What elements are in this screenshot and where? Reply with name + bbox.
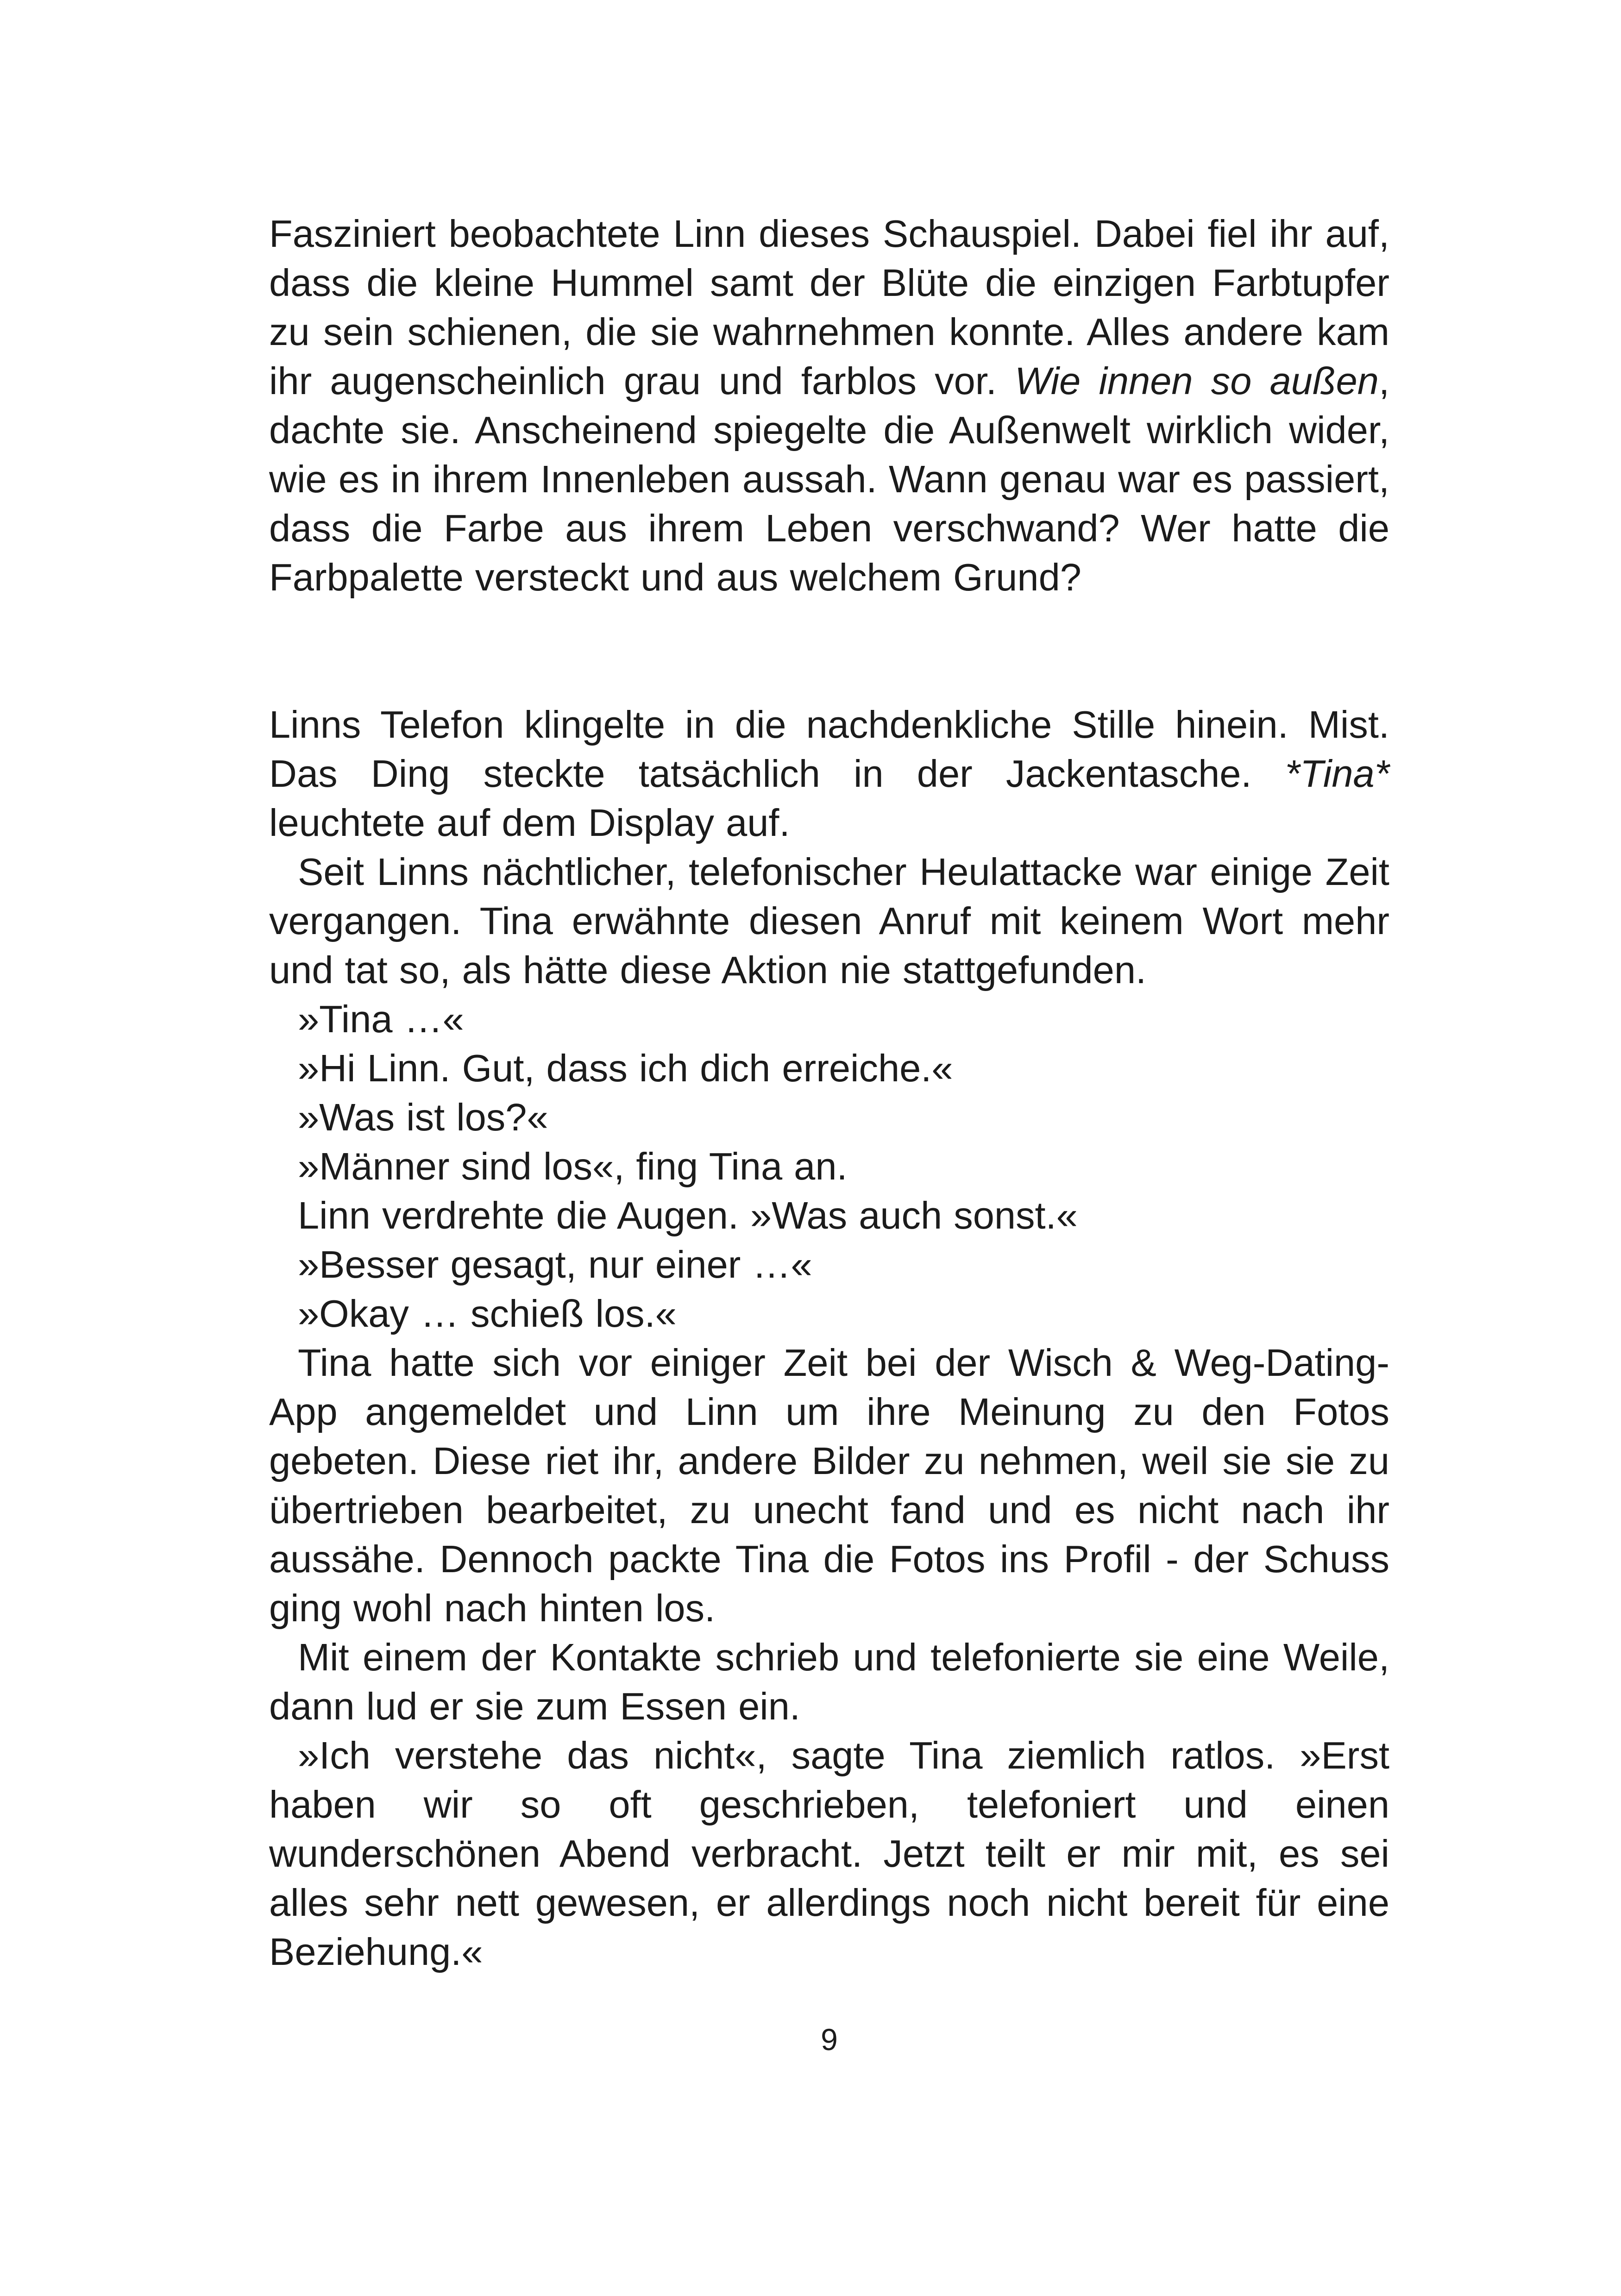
paragraph: Seit Linns nächtlicher, telefonischer Heulattacke war einige Zeit vergangen. Tina erwähnte diesen Anruf mit keinem Wort mehr und tat so, als hätte diese Aktion nie stattgefunden. xyxy=(269,850,1389,991)
text-block xyxy=(269,209,1389,2058)
paragraph-text: , dachte sie. Anscheinend spiegelte die Außenwelt wirklich wider, wie es in ihrem Innenleben aussah. Wann genau war es passiert, dass die Farbe aus ihrem Leben verschwand? Wer hatte die Farbpalette versteckt und aus welchem Grund? xyxy=(269,359,1389,599)
italic-phrase: Wie innen so außen xyxy=(1015,359,1379,402)
dialogue-line: »Männer sind los«, fing Tina an. xyxy=(298,1145,848,1188)
paragraph xyxy=(269,209,1389,602)
paragraph-text: Linns Telefon klingelte in die nachdenkliche Stille hinein. Mist. Das Ding steckte tatsächlich in der Jackentasche. xyxy=(269,703,1389,795)
paragraph: »Ich verstehe das nicht«, sagte Tina ziemlich ratlos. »Erst haben wir so oft geschrieben, telefoniert und einen wunderschönen Abend verbracht. Jetzt teilt er mir mit, es sei alles sehr nett gewesen, er allerdings noch nicht bereit für eine Beziehung.« xyxy=(269,1734,1389,1973)
paragraph-text: Fasziniert beobachtete Linn dieses Schauspiel. Dabei fiel ihr auf, dass die kleine Hummel samt der Blüte die einzigen Farbtupfer zu sein schienen, die sie wahrnehmen konnte. Alles andere kam ihr augenscheinlich grau und farblos vor. xyxy=(269,212,1389,402)
paragraph: Mit einem der Kontakte schrieb und telefonierte sie eine Weile, dann lud er sie zum Essen ein. xyxy=(269,1636,1389,1728)
dialogue-line: Linn verdrehte die Augen. »Was auch sonst.« xyxy=(298,1194,1078,1237)
paragraph: Tina hatte sich vor einiger Zeit bei der Wisch & Weg-Dating-App angemeldet und Linn um ihre Meinung zu den Fotos gebeten. Diese riet ihr, andere Bilder zu nehmen, weil sie sie zu übertrieben bearbeitet, zu unecht fand und es nicht nach ihr aussähe. Dennoch packte Tina die Fotos ins Profil - der Schuss ging wohl nach hinten los. xyxy=(269,1341,1389,1630)
dialogue-line: »Okay … schieß los.« xyxy=(298,1292,677,1335)
dialogue-line: »Hi Linn. Gut, dass ich dich erreiche.« xyxy=(298,1047,953,1090)
paragraph-text: leuchtete auf dem Display auf. xyxy=(269,801,790,844)
italic-phrase: *Tina* xyxy=(1285,752,1389,795)
dialogue-line: »Was ist los?« xyxy=(298,1096,548,1139)
dialogue-line: »Besser gesagt, nur einer …« xyxy=(298,1243,812,1286)
page-number: 9 xyxy=(821,2022,838,2057)
paragraph xyxy=(269,700,1389,847)
dialogue-line: »Tina …« xyxy=(298,997,464,1041)
